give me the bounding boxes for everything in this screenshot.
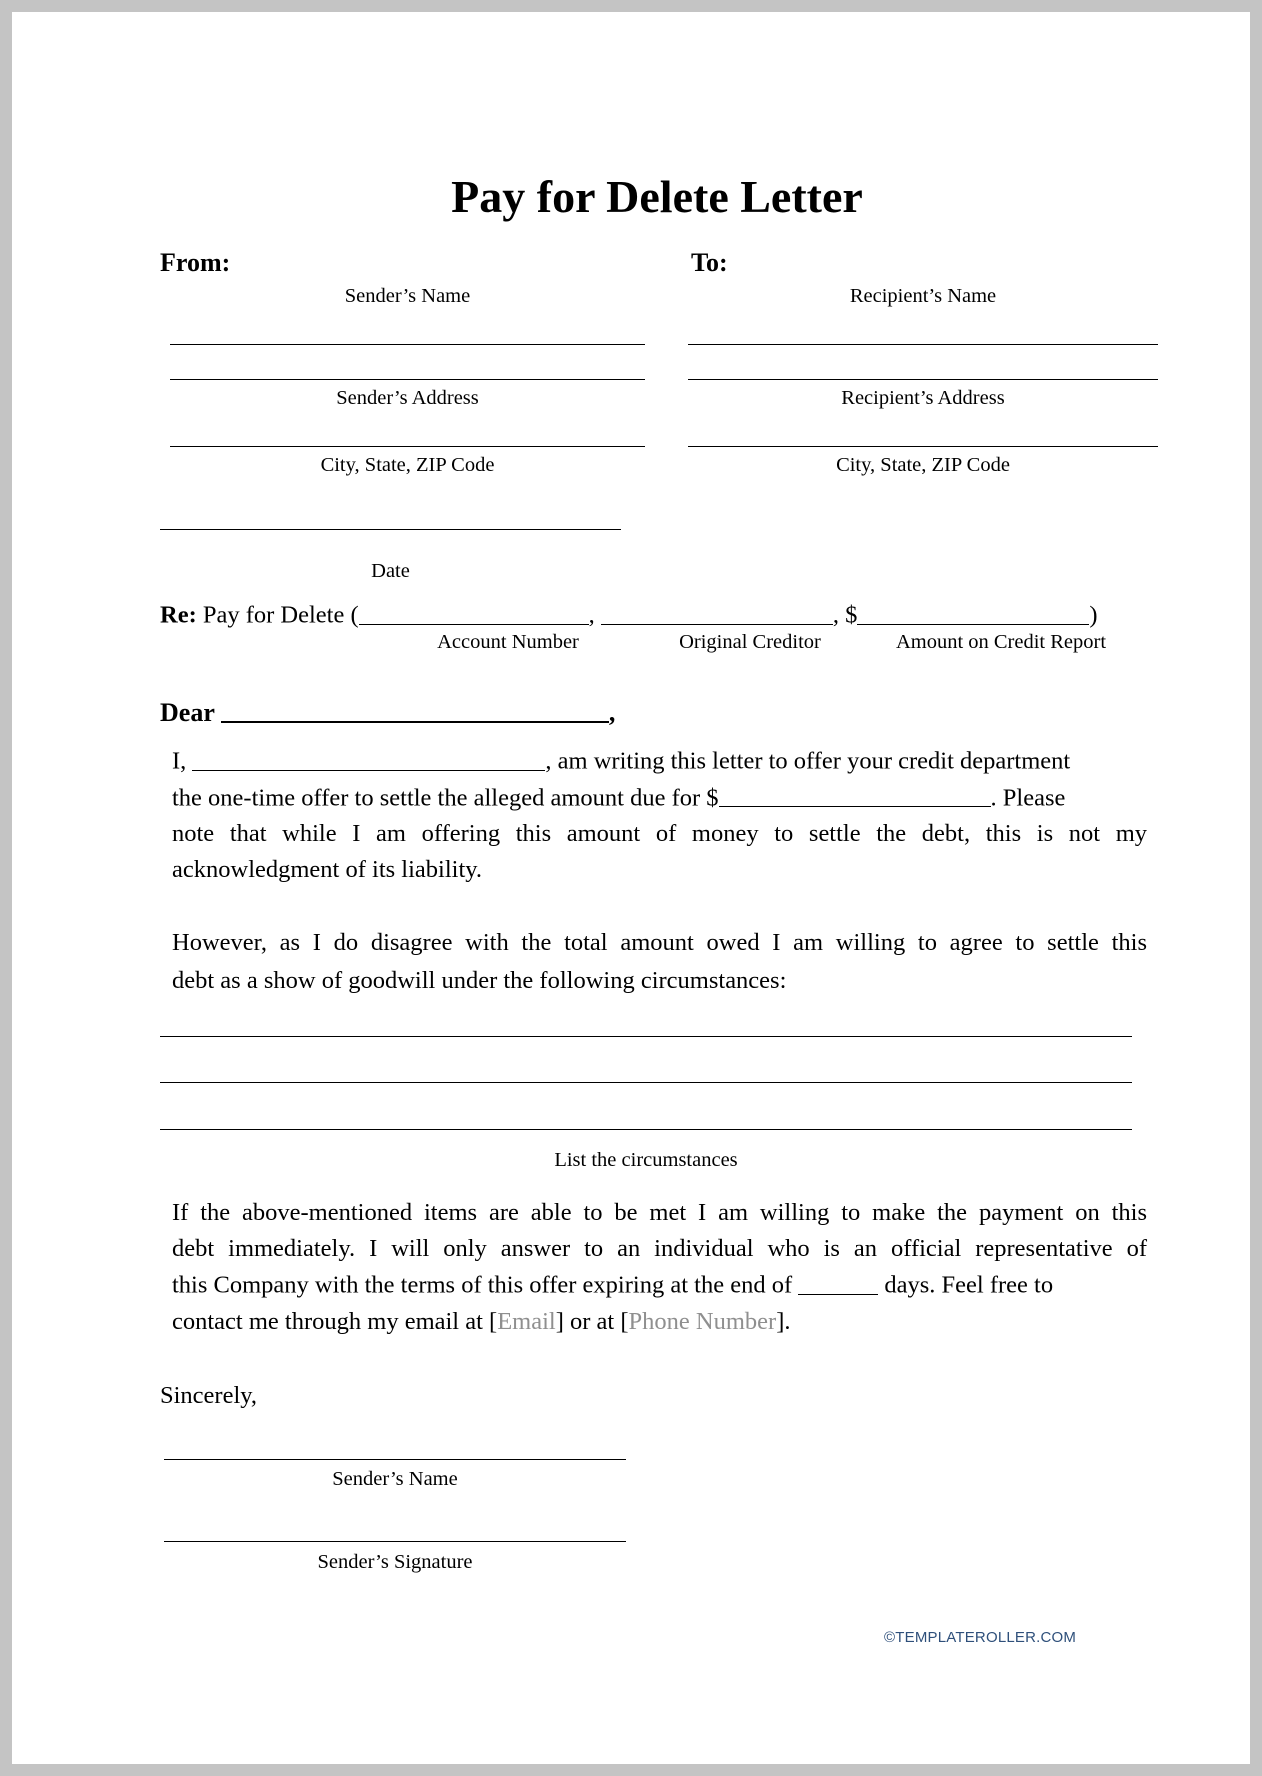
- salutation: [160, 693, 615, 728]
- para3-line-4: [172, 1304, 1147, 1340]
- sender-city-caption: City, State, ZIP Code: [320, 454, 495, 476]
- sender-address-caption: Sender’s Address: [336, 387, 479, 409]
- para3-line4-start: contact me through my email at [: [172, 1307, 498, 1335]
- dear-name-blank[interactable]: [221, 695, 609, 723]
- signature-line[interactable]: [164, 1541, 626, 1542]
- para1-line1-start: I,: [172, 747, 187, 775]
- original-creditor-blank[interactable]: [601, 599, 833, 625]
- sender-city-line[interactable]: [170, 446, 645, 447]
- account-number-caption: Account Number: [437, 631, 579, 653]
- circumstance-line-3[interactable]: [160, 1129, 1132, 1130]
- email-placeholder[interactable]: Email: [497, 1307, 556, 1335]
- recipient-name-line[interactable]: [688, 344, 1158, 345]
- recipient-address-line[interactable]: [688, 379, 1158, 380]
- para1-line-3: note that while I am offering this amount of money to settle the debt, this is not my: [172, 820, 1147, 847]
- para2-line-2: debt as a show of goodwill under the following circumstances:: [172, 967, 787, 994]
- paragraph-offer: [172, 743, 1147, 888]
- dear-label: Dear: [160, 698, 215, 727]
- paragraph-terms: [172, 1195, 1147, 1340]
- recipient-city-caption: City, State, ZIP Code: [836, 454, 1010, 476]
- para3-line-3: [172, 1267, 1147, 1304]
- re-comma-1: ,: [588, 601, 595, 629]
- footer-watermark: ©TEMPLATEROLLER.COM: [884, 1629, 1077, 1646]
- to-heading: To:: [691, 248, 728, 277]
- phone-placeholder[interactable]: Phone Number: [628, 1307, 777, 1335]
- para1-line-2: [172, 780, 1147, 817]
- para1-line2-end: . Please: [990, 784, 1066, 811]
- amount-caption: Amount on Credit Report: [895, 631, 1107, 653]
- paragraph-disagree: [172, 924, 1147, 1000]
- amount-blank[interactable]: [857, 599, 1089, 625]
- circumstance-line-2[interactable]: [160, 1082, 1132, 1083]
- page-title: Pay for Delete Letter: [451, 171, 863, 222]
- recipient-city-line[interactable]: [688, 446, 1158, 447]
- sender-name-caption: Sender’s Name: [344, 285, 471, 307]
- para2-line-1: However, as I do disagree with the total amount owed I am willing to agree to settle this: [172, 929, 1147, 956]
- date-line[interactable]: [160, 529, 621, 530]
- para3-line4-end: ].: [776, 1307, 791, 1335]
- para1-line2-start: the one-time offer to settle the alleged amount due for $: [172, 784, 719, 811]
- circumstance-line-1[interactable]: [160, 1036, 1132, 1037]
- para3-line-1: If the above-mentioned items are able to be met I am willing to make the payment on this: [172, 1199, 1147, 1226]
- recipient-address-caption: Recipient’s Address: [841, 387, 1005, 409]
- re-close: ): [1089, 601, 1098, 629]
- signature-caption: Sender’s Signature: [317, 1551, 473, 1573]
- from-heading: From:: [160, 248, 231, 277]
- para1-line-1: [172, 743, 1147, 780]
- re-comma-2: , $: [832, 601, 858, 629]
- dear-comma: ,: [608, 698, 616, 727]
- sender-address-line[interactable]: [170, 379, 645, 380]
- date-caption: Date: [371, 560, 410, 582]
- account-number-blank[interactable]: [359, 599, 589, 625]
- re-line: [160, 597, 1098, 630]
- closing: Sincerely,: [160, 1382, 258, 1409]
- para1-line1-end: , am writing this letter to offer your credit department: [545, 747, 1071, 775]
- re-label: Re:: [160, 601, 197, 629]
- original-creditor-caption: Original Creditor: [679, 631, 821, 653]
- sender-name-line[interactable]: [170, 344, 645, 345]
- para3-line4-mid: ] or at [: [555, 1307, 629, 1335]
- settle-amount-blank[interactable]: [719, 782, 991, 808]
- para3-line-2: debt immediately. I will only answer to an individual who is an official representative of: [172, 1235, 1147, 1262]
- days-blank[interactable]: [798, 1269, 878, 1295]
- circumstances-caption: List the circumstances: [554, 1149, 738, 1171]
- para3-line3-start: this Company with the terms of this offer expiring at the end of: [172, 1271, 793, 1299]
- signature-name-line[interactable]: [164, 1459, 626, 1460]
- recipient-name-caption: Recipient’s Name: [849, 285, 997, 307]
- re-text: Pay for Delete (: [202, 601, 359, 629]
- sender-name-blank[interactable]: [192, 745, 545, 771]
- letter-page: [12, 12, 1250, 1764]
- para1-line-4: acknowledgment of its liability.: [172, 856, 483, 883]
- para3-line3-end: days. Feel free to: [884, 1271, 1054, 1299]
- signature-name-caption: Sender’s Name: [332, 1468, 458, 1490]
